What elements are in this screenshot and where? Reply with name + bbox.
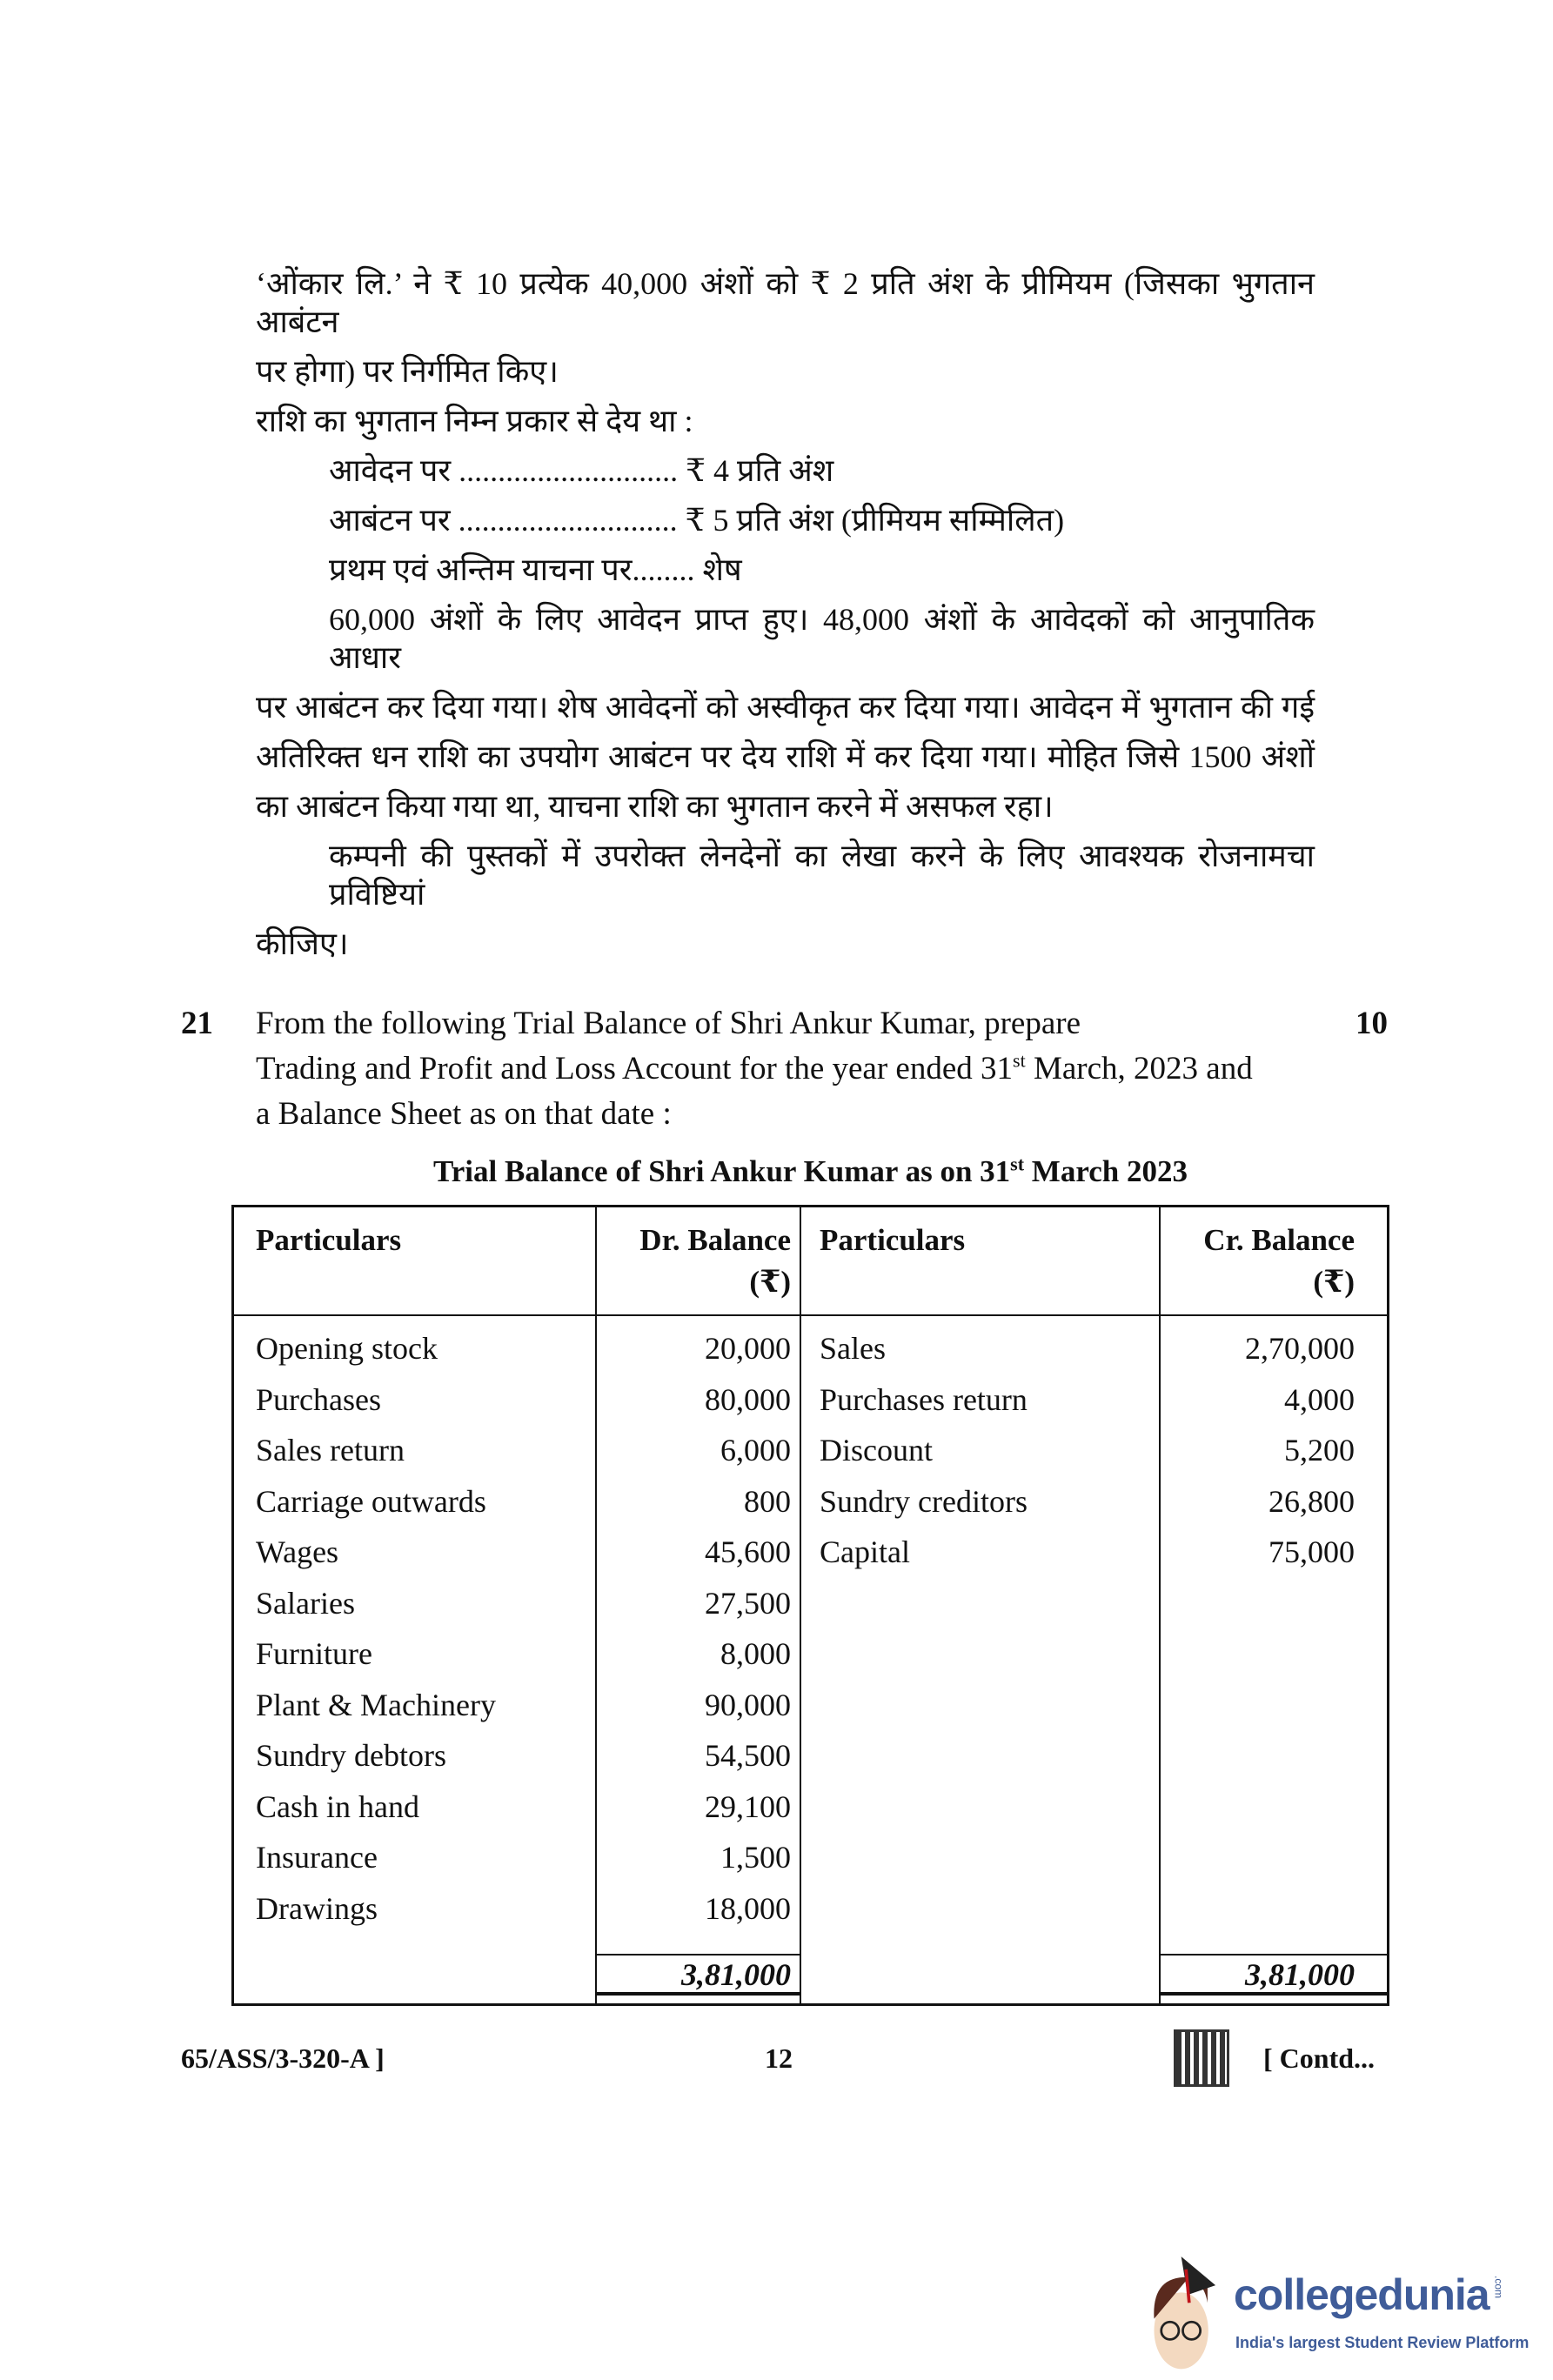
- total-rule: [1159, 1954, 1387, 1955]
- debit-amount: 45,600: [705, 1534, 791, 1569]
- brand-tld: .com: [1492, 2276, 1505, 2299]
- credit-amount: 75,000: [1269, 1534, 1355, 1569]
- paper-code: 65/ASS/3-320-A ]: [181, 2042, 385, 2074]
- dr-total: 3,81,000: [681, 1957, 791, 1992]
- hindi-line: आवेदन पर ............................ ₹ 4 प्रति अंश: [329, 453, 834, 488]
- debit-amount: 27,500: [705, 1585, 791, 1621]
- text: Trading and Profit and Loss Account for the year ended 31: [256, 1051, 1014, 1086]
- hindi-line: पर आबंटन कर दिया गया। शेष आवेदनों को अस्वीकृत कर दिया गया। आवेदन में भुगतान की गई: [256, 690, 1315, 725]
- credit-particular: Sundry creditors: [820, 1483, 1028, 1519]
- collegedunia-watermark: [1140, 2250, 1549, 2380]
- debit-amount: 18,000: [705, 1890, 791, 1926]
- credit-particular: Discount: [820, 1433, 933, 1467]
- total-rule: [595, 1954, 800, 1955]
- header-dr-unit: (₹): [749, 1265, 791, 1299]
- debit-particular: Sundry debtors: [256, 1738, 446, 1773]
- debit-amount: 8,000: [720, 1636, 791, 1671]
- question-number: 21: [181, 1006, 213, 1041]
- debit-particular: Purchases: [256, 1381, 381, 1417]
- header-divider: [234, 1314, 1387, 1316]
- table-title: [231, 1149, 1389, 1194]
- contd-label: [ Contd...: [1263, 2042, 1376, 2074]
- header-cr-unit: (₹): [1313, 1265, 1355, 1299]
- debit-particular: Drawings: [256, 1890, 378, 1926]
- page-footer: [0, 2032, 1553, 2093]
- hindi-line: अतिरिक्त धन राशि का उपयोग आबंटन पर देय राशि में कर दिया गया। मोहित जिसे 1500 अंशों: [256, 739, 1315, 774]
- debit-particular: Insurance: [256, 1840, 378, 1875]
- hindi-line: कीजिए।: [256, 926, 349, 961]
- hindi-line: राशि का भुगतान निम्न प्रकार से देय था :: [256, 404, 693, 438]
- question-text-line: From the following Trial Balance of Shri Ankur Kumar, prepare: [256, 1006, 1081, 1041]
- total-double-rule: [595, 1992, 800, 1996]
- debit-particular: Sales return: [256, 1433, 405, 1467]
- debit-amount: 6,000: [720, 1433, 791, 1467]
- credit-amount: 5,200: [1284, 1433, 1355, 1467]
- hindi-line: पर होगा) पर निर्गमित किए।: [256, 354, 559, 389]
- hindi-question: [256, 0, 1315, 963]
- debit-amount: 800: [744, 1483, 791, 1519]
- hindi-line: आबंटन पर ............................ ₹ 5 प्रति अंश (प्रीमियम सम्मिलित): [329, 503, 1065, 538]
- debit-particular: Carriage outwards: [256, 1483, 486, 1519]
- brand-tagline: India's largest Student Review Platform: [1235, 2334, 1530, 2351]
- text: Trial Balance of Shri Ankur Kumar as on 31: [433, 1154, 1011, 1188]
- header-cr-particulars: Particulars: [820, 1223, 966, 1257]
- question-text-line: [256, 1046, 1315, 1092]
- superscript: st: [1010, 1153, 1025, 1175]
- qr-code-icon: [1176, 2032, 1227, 2084]
- debit-amount: 90,000: [705, 1687, 791, 1722]
- credit-amount: 4,000: [1284, 1381, 1355, 1417]
- question-marks: 10: [1356, 1006, 1388, 1041]
- hindi-line: का आबंटन किया गया था, याचना राशि का भुगतान करने में असफल रहा।: [256, 789, 1054, 824]
- debit-amount: 80,000: [705, 1381, 791, 1417]
- hindi-line: 60,000 अंशों के लिए आवेदन प्राप्त हुए। 48,000 अंशों के आवेदकों को आनुपातिक आधार: [329, 602, 1315, 675]
- debit-particular: Furniture: [256, 1636, 372, 1671]
- credit-amount: 26,800: [1269, 1483, 1355, 1519]
- debit-particular: Cash in hand: [256, 1788, 419, 1824]
- credit-particular: Capital: [820, 1534, 910, 1569]
- header-cr-balance: Cr. Balance: [1203, 1223, 1355, 1257]
- credit-particular: Purchases return: [820, 1381, 1028, 1417]
- text: March 2023: [1024, 1154, 1188, 1188]
- debit-particular: Wages: [256, 1534, 339, 1569]
- debit-amount: 20,000: [705, 1331, 791, 1366]
- question-21: [0, 1001, 1553, 1194]
- column-divider: [1159, 1207, 1161, 2003]
- credit-amount: 2,70,000: [1245, 1331, 1355, 1366]
- debit-particular: Plant & Machinery: [256, 1687, 496, 1722]
- cr-total: 3,81,000: [1245, 1957, 1355, 1992]
- brand-name: collegedunia: [1234, 2270, 1489, 2319]
- debit-amount: 1,500: [720, 1840, 791, 1875]
- total-double-rule: [1159, 1992, 1387, 1996]
- header-dr-particulars: Particulars: [256, 1223, 402, 1257]
- hindi-line: प्रथम एवं अन्तिम याचना पर........ शेष: [329, 552, 742, 587]
- page-number: 12: [765, 2042, 793, 2074]
- debit-amount: 54,500: [705, 1738, 791, 1773]
- question-text-line: a Balance Sheet as on that date :: [256, 1096, 672, 1132]
- debit-particular: Salaries: [256, 1585, 355, 1621]
- column-divider: [800, 1207, 801, 2003]
- text: March, 2023 and: [1025, 1051, 1253, 1086]
- superscript: st: [1013, 1049, 1026, 1072]
- header-dr-balance: Dr. Balance: [639, 1223, 791, 1257]
- hindi-line: कम्पनी की पुस्तकों में उपरोक्त लेनदेनों का लेखा करने के लिए आवश्यक रोजनामचा प्रविष्टियां: [329, 839, 1315, 912]
- mascot-icon: [1140, 2250, 1235, 2380]
- debit-amount: 29,100: [705, 1788, 791, 1824]
- hindi-line: ‘ओंकार लि.’ ने ₹ 10 प्रत्येक 40,000 अंशों को ₹ 2 प्रति अंश के प्रीमियम (जिसका भुगतान आबंटन: [256, 266, 1315, 339]
- question-text: [256, 1001, 1315, 1137]
- brand-row: [1234, 2269, 1505, 2321]
- trial-balance-table: [231, 1205, 1389, 2006]
- debit-particular: Opening stock: [256, 1331, 438, 1366]
- credit-particular: Sales: [820, 1331, 886, 1366]
